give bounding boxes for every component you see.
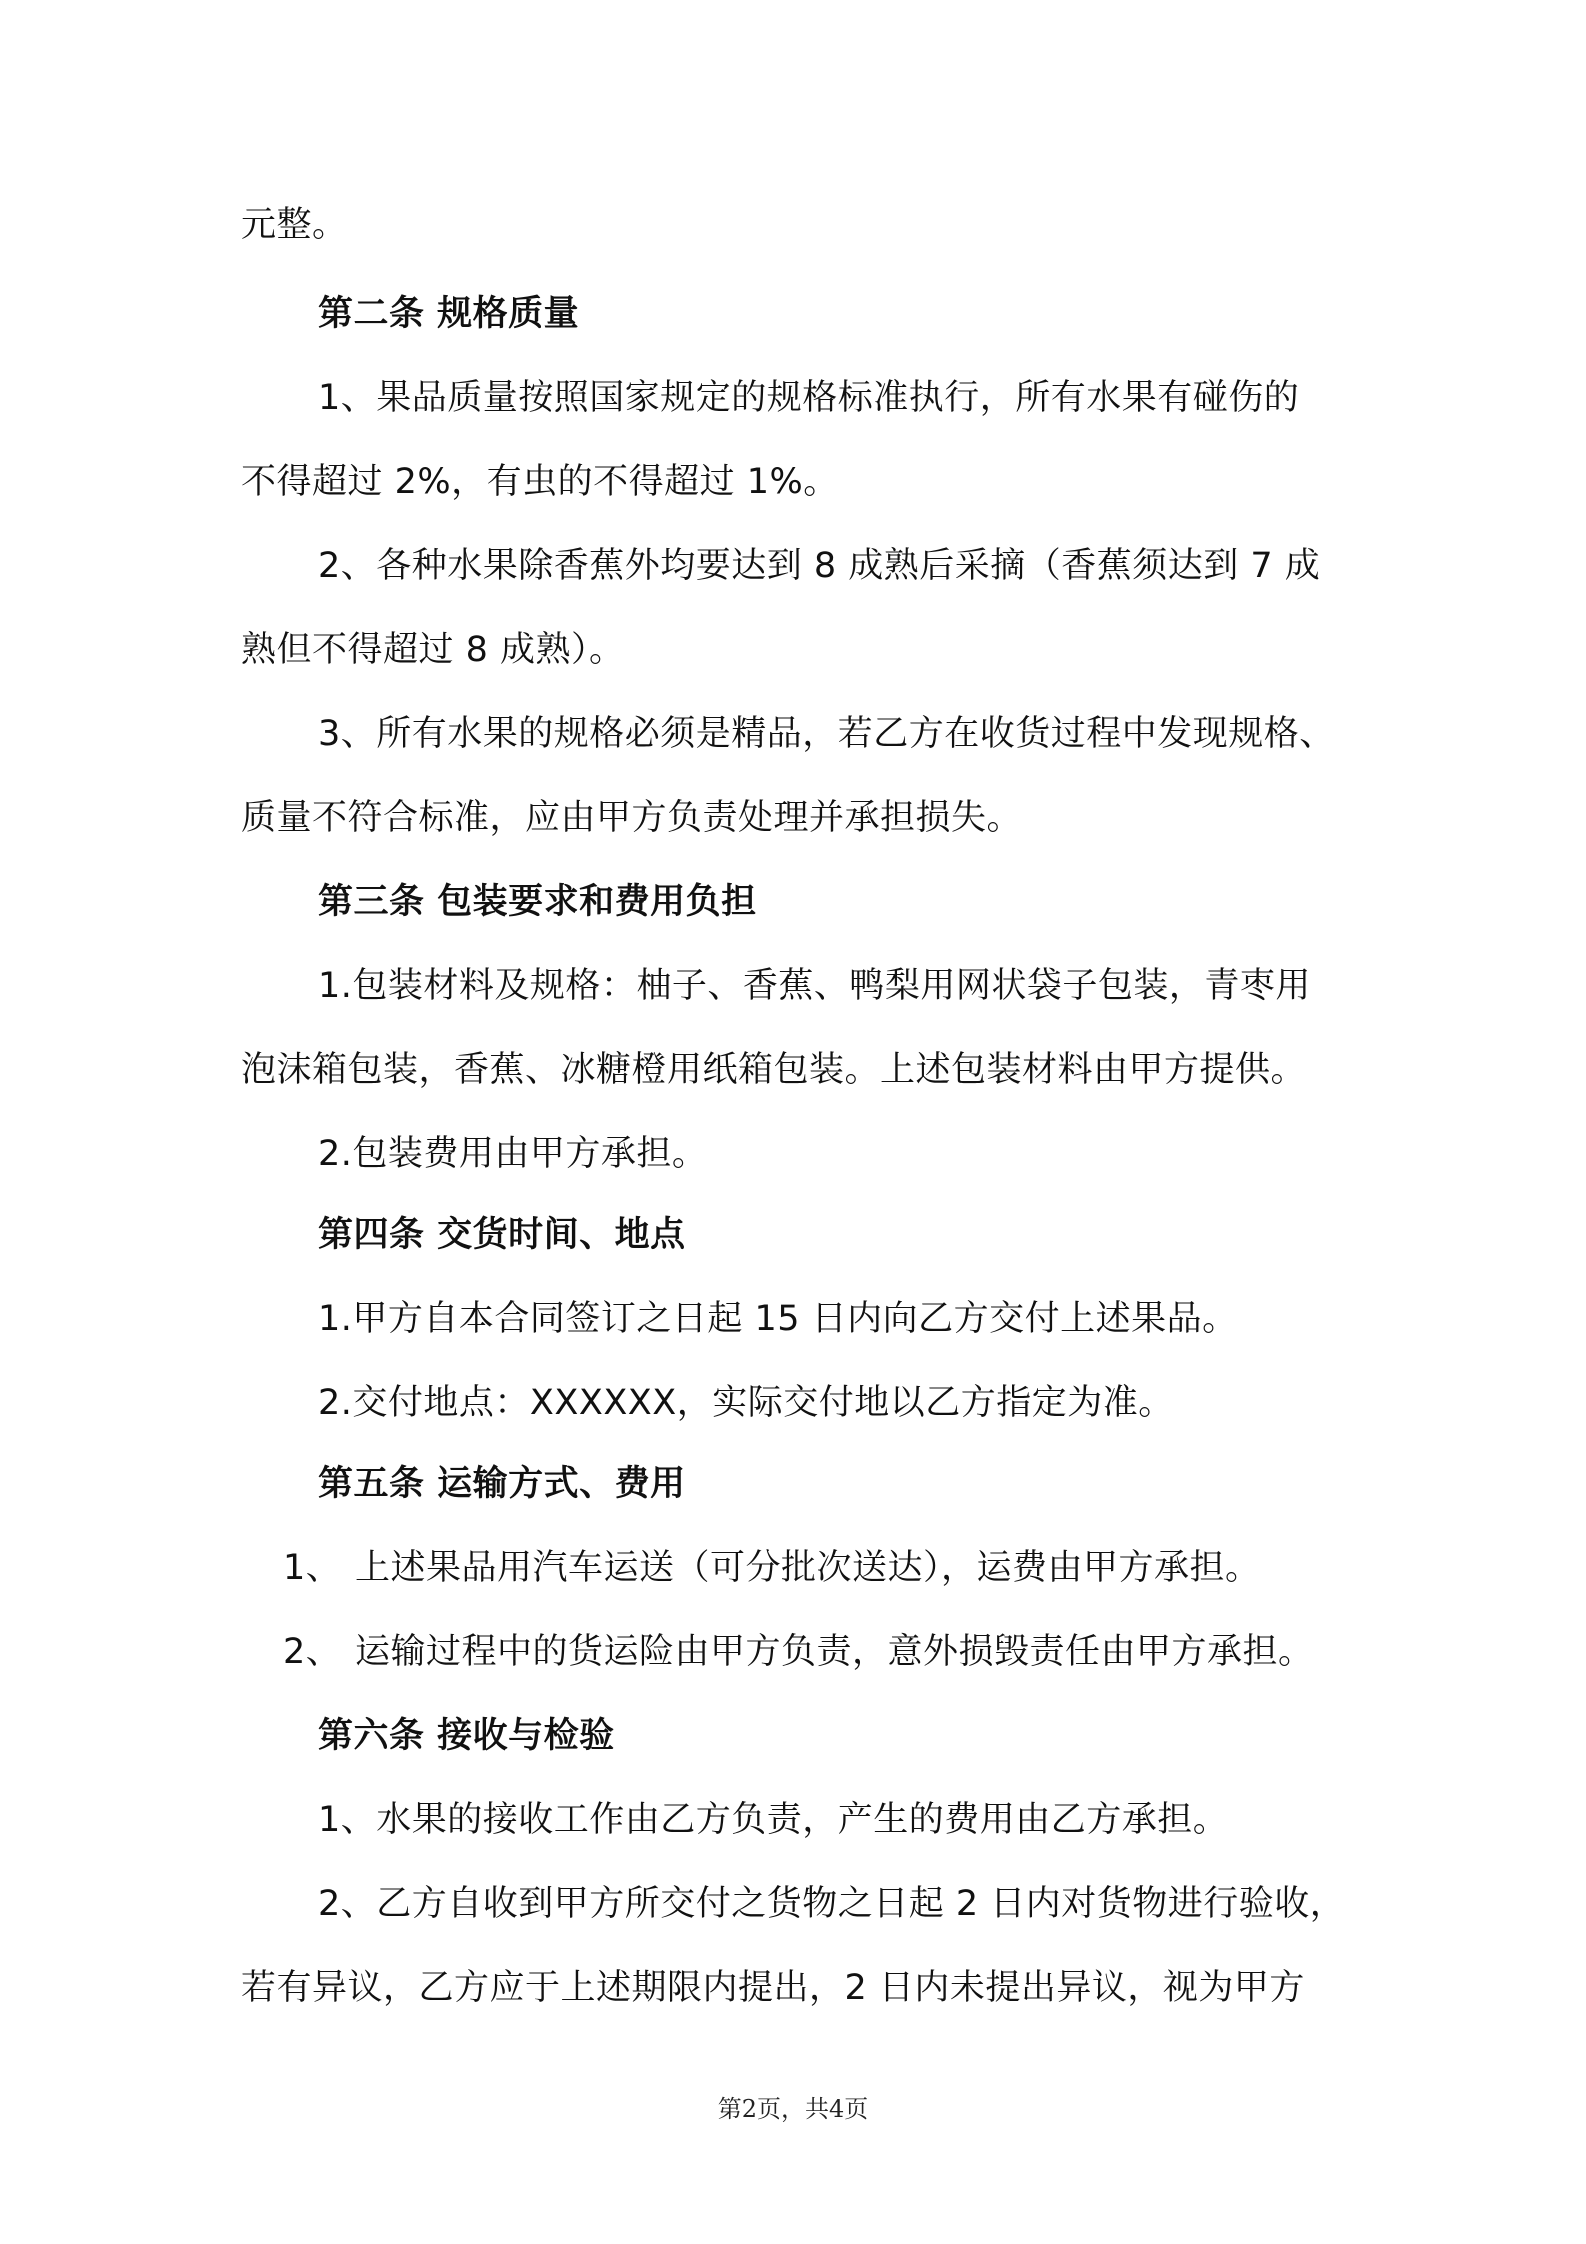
- text-line: 2.交付地点：XXXXXX，实际交付地以乙方指定为准。: [318, 1383, 1174, 1423]
- list-number: 2、: [283, 1632, 342, 1672]
- text-line: 若有异议，乙方应于上述期限内提出，2 日内未提出异议，视为甲方: [241, 1968, 1305, 2008]
- list-item: [283, 1546, 1261, 1590]
- text-line: 1、水果的接收工作由乙方负责，产生的费用由乙方承担。: [318, 1800, 1229, 1840]
- text-line: 1.甲方自本合同签订之日起 15 日内向乙方交付上述果品。: [318, 1299, 1238, 1339]
- section-heading: 第六条 接收与检验: [318, 1716, 615, 1756]
- text-line: 2、各种水果除香蕉外均要达到 8 成熟后采摘（香蕉须达到 7 成: [318, 546, 1321, 586]
- text-line: 2.包装费用由甲方承担。: [318, 1134, 708, 1174]
- text-line: 泡沫箱包装，香蕉、冰糖橙用纸箱包装。上述包装材料由甲方提供。: [241, 1050, 1307, 1090]
- section-heading: 第五条 运输方式、费用: [318, 1464, 686, 1504]
- section-heading: 第三条 包装要求和费用负担: [318, 882, 757, 922]
- text-line: 3、所有水果的规格必须是精品，若乙方在收货过程中发现规格、: [318, 714, 1335, 754]
- text-line: 2、乙方自收到甲方所交付之货物之日起 2 日内对货物进行验收，: [318, 1884, 1346, 1924]
- page-number: 第2页，共4页: [717, 2095, 869, 2123]
- text-line: 元整。: [241, 205, 348, 245]
- section-heading: 第二条 规格质量: [318, 294, 580, 334]
- list-number: 1、: [283, 1548, 342, 1588]
- text-line: 1、果品质量按照国家规定的规格标准执行，所有水果有碰伤的: [318, 378, 1300, 418]
- list-item-text: 上述果品用汽车运送（可分批次送达），运费由甲方承担。: [355, 1548, 1261, 1588]
- list-item-text: 运输过程中的货运险由甲方负责，意外损毁责任由甲方承担。: [355, 1632, 1314, 1672]
- text-line: 不得超过 2%，有虫的不得超过 1%。: [241, 462, 839, 502]
- text-line: 熟但不得超过 8 成熟）。: [241, 630, 625, 670]
- text-line: 质量不符合标准，应由甲方负责处理并承担损失。: [241, 798, 1023, 838]
- text-line: 1.包装材料及规格：柚子、香蕉、鸭梨用网状袋子包装，青枣用: [318, 966, 1311, 1006]
- section-heading: 第四条 交货时间、地点: [318, 1215, 686, 1255]
- list-item: [283, 1630, 1314, 1674]
